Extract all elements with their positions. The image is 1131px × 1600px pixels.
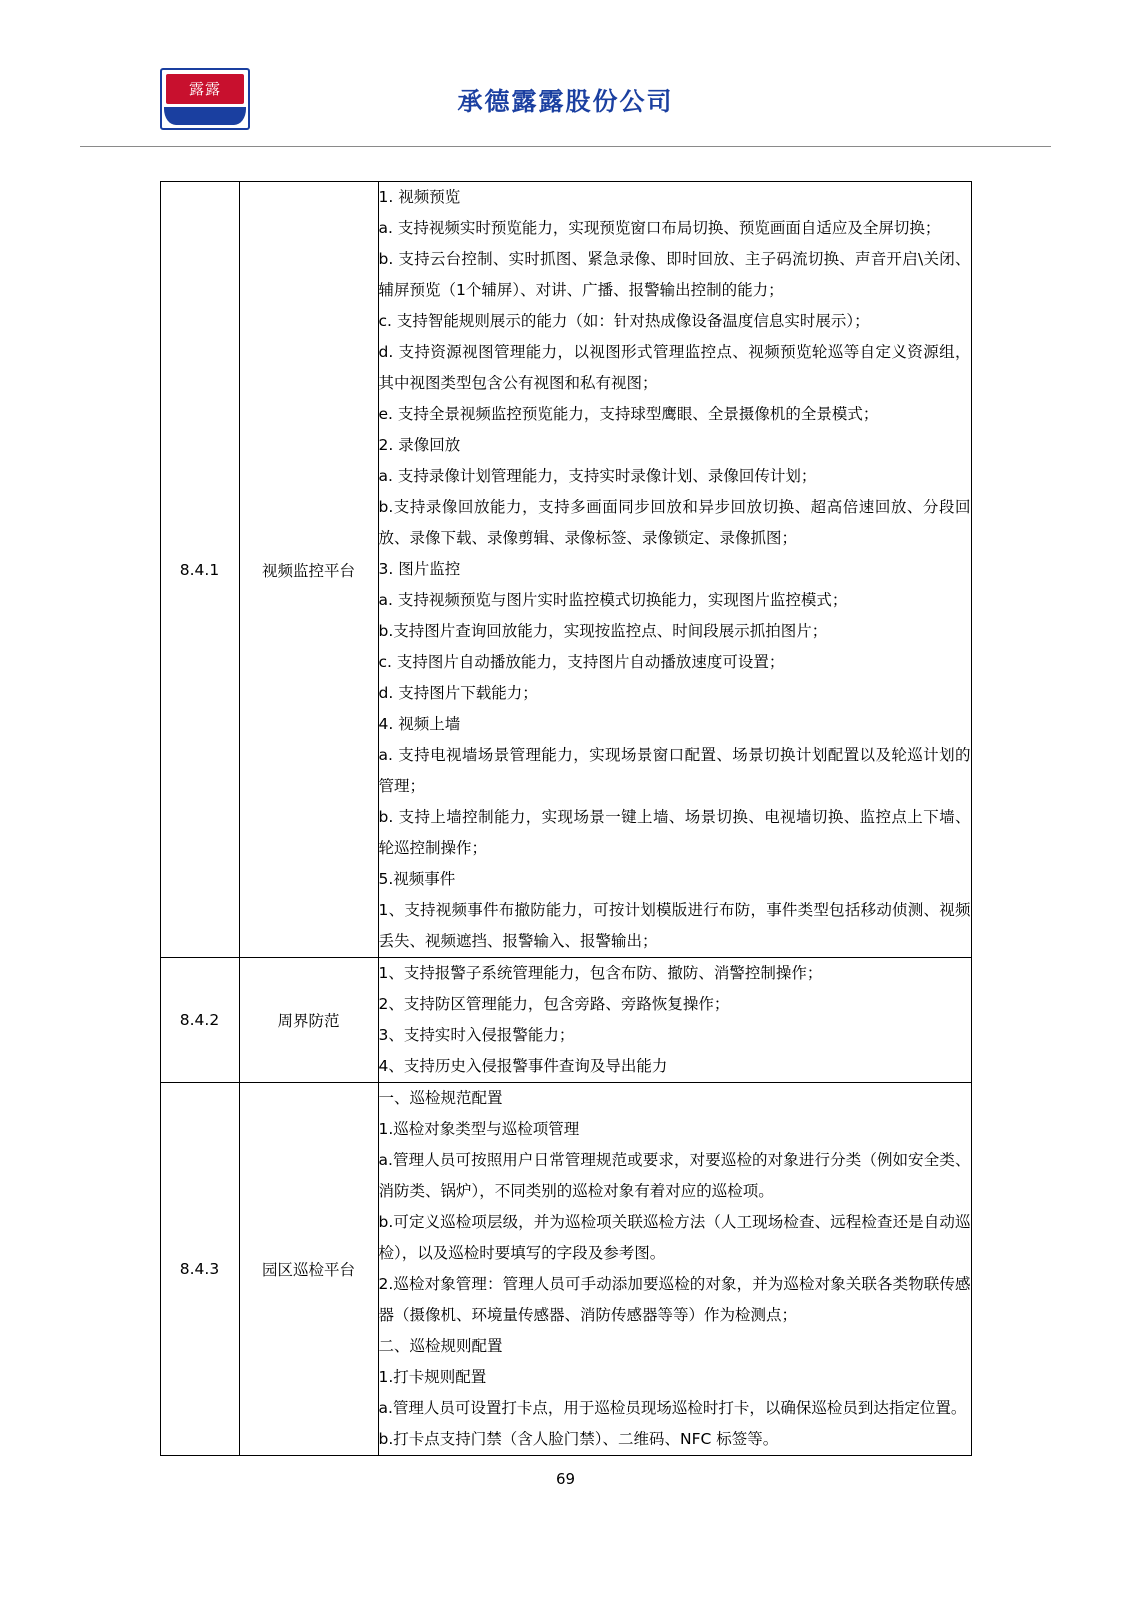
- desc-line: b.支持录像回放能力，支持多画面同步回放和异步回放切换、超高倍速回放、分段回放、录像下载、录像剪辑、录像标签、录像锁定、录像抓图；: [378, 498, 971, 547]
- desc-line: a. 支持视频预览与图片实时监控模式切换能力，实现图片监控模式；: [378, 591, 848, 609]
- desc-line: 4、支持历史入侵报警事件查询及导出能力: [378, 1057, 668, 1075]
- table-row: [160, 182, 971, 958]
- desc-line: a. 支持电视墙场景管理能力，实现场景窗口配置、场景切换计划配置以及轮巡计划的管理；: [378, 746, 971, 795]
- desc-line: b. 支持上墙控制能力，实现场景一键上墙、场景切换、电视墙切换、监控点上下墙、轮巡控制操作；: [378, 808, 971, 857]
- desc-line: 2. 录像回放: [378, 436, 461, 454]
- desc-line: 2.巡检对象管理：管理人员可手动添加要巡检的对象，并为巡检对象关联各类物联传感器（摄像机、环境量传感器、消防传感器等等）作为检测点；: [378, 1275, 971, 1324]
- desc-line: 1、支持报警子系统管理能力，包含布防、撤防、消警控制操作；: [378, 964, 823, 982]
- desc-line: 2、支持防区管理能力，包含旁路、旁路恢复操作；: [378, 995, 730, 1013]
- desc-line: b.打卡点支持门禁（含人脸门禁）、二维码、NFC 标签等。: [378, 1430, 779, 1448]
- company-title: 承德露露股份公司: [457, 87, 674, 116]
- desc-line: 4. 视频上墙: [378, 715, 461, 733]
- desc-line: a.管理人员可设置打卡点，用于巡检员现场巡检时打卡，以确保巡检员到达指定位置。: [378, 1399, 967, 1417]
- row-description: [378, 958, 971, 1083]
- row-title: 周界防范: [239, 958, 378, 1083]
- row-number: 8.4.3: [160, 1083, 239, 1456]
- logo-text: 露露: [166, 74, 244, 104]
- row-number: 8.4.2: [160, 958, 239, 1083]
- desc-line: d. 支持图片下载能力；: [378, 684, 538, 702]
- desc-line: 1. 视频预览: [378, 188, 461, 206]
- row-number: 8.4.1: [160, 182, 239, 958]
- desc-line: b.可定义巡检项层级，并为巡检项关联巡检方法（人工现场检查、远程检查还是自动巡检），以及巡检时要填写的字段及参考图。: [378, 1213, 971, 1262]
- desc-line: 1.巡检对象类型与巡检项管理: [378, 1120, 580, 1138]
- desc-line: c. 支持智能规则展示的能力（如：针对热成像设备温度信息实时展示）；: [378, 312, 870, 330]
- row-description: [378, 182, 971, 958]
- row-description: [378, 1083, 971, 1456]
- row-title: 园区巡检平台: [239, 1083, 378, 1456]
- desc-line: e. 支持全景视频监控预览能力，支持球型鹰眼、全景摄像机的全景模式；: [378, 405, 879, 423]
- desc-line: 3、支持实时入侵报警能力；: [378, 1026, 575, 1044]
- table-row: [160, 958, 971, 1083]
- desc-line: 二、巡检规则配置: [378, 1337, 503, 1355]
- desc-line: 一、巡检规范配置: [378, 1089, 503, 1107]
- desc-line: b.支持图片查询回放能力，实现按监控点、时间段展示抓拍图片；: [378, 622, 828, 640]
- page-number: 69: [555, 1470, 576, 1488]
- page-header: [80, 60, 1051, 147]
- desc-line: 3. 图片监控: [378, 560, 461, 578]
- desc-line: 1、支持视频事件布撤防能力，可按计划模版进行布防，事件类型包括移动侦测、视频丢失、视频遮挡、报警输入、报警输出；: [378, 901, 971, 950]
- desc-line: d. 支持资源视图管理能力，以视图形式管理监控点、视频预览轮巡等自定义资源组，其中视图类型包含公有视图和私有视图；: [378, 343, 971, 392]
- table-row: [160, 1083, 971, 1456]
- page-footer: [160, 1470, 972, 1488]
- row-title: 视频监控平台: [239, 182, 378, 958]
- desc-line: a.管理人员可按照用户日常管理规范或要求，对要巡检的对象进行分类（例如安全类、消防类、锅炉），不同类别的巡检对象有着对应的巡检项。: [378, 1151, 971, 1200]
- spec-table-body: [160, 182, 971, 1456]
- spec-table: [160, 181, 972, 1456]
- desc-line: a. 支持录像计划管理能力，支持实时录像计划、录像回传计划；: [378, 467, 817, 485]
- desc-line: a. 支持视频实时预览能力，实现预览窗口布局切换、预览画面自适应及全屏切换；: [378, 219, 941, 237]
- desc-line: 5.视频事件: [378, 870, 456, 888]
- desc-line: b. 支持云台控制、实时抓图、紧急录像、即时回放、主子码流切换、声音开启\关闭、辅屏预览（1个辅屏）、对讲、广播、报警输出控制的能力；: [378, 250, 971, 299]
- desc-line: 1.打卡规则配置: [378, 1368, 487, 1386]
- desc-line: c. 支持图片自动播放能力，支持图片自动播放速度可设置；: [378, 653, 785, 671]
